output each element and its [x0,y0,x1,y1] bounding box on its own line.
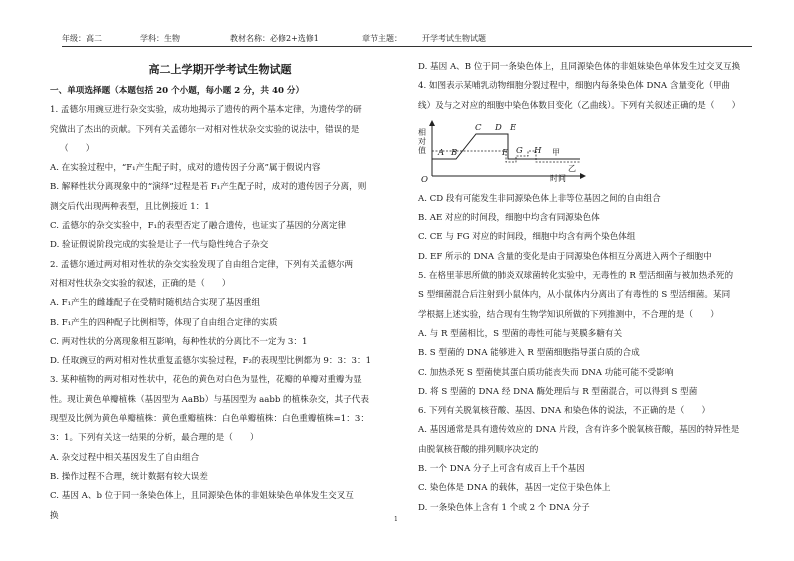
point-label: E [510,122,517,133]
option-line: D. 将 S 型菌的 DNA 经 DNA 酶处理后与 R 型菌混合，可以得到 S 型菌 [418,386,698,397]
text-line: 测交后代出现两种表型，且比例接近 1：1 [50,201,210,212]
page-header [62,30,752,47]
option-line: D. EF 所示的 DNA 含量的变化是由于同源染色体相互分离进入两个子细胞中 [418,251,712,262]
page-title: 高二上学期开学考试生物试题 [148,63,292,76]
header-chapter: 章节主题： [362,34,402,43]
option-line: B. AE 对应的时间段，细胞中均含有同源染色体 [418,213,600,224]
curve-jia-label: 甲 [552,147,560,157]
option-line: C. CE 与 FG 对应的时间段，细胞中均含有两个染色体组 [418,232,636,243]
option-line: C. 染色体是 DNA 的载体，基因一定位于染色体上 [418,483,611,494]
text-line: 现型及比例为黄色单瓣植株：黄色重瓣植株：白色单瓣植株：白色重瓣植株=1：3： [50,414,369,425]
option-line: A. 杂交过程中相关基因发生了自由组合 [50,452,200,463]
y-axis-arrow [429,120,435,126]
option-line: B. 一个 DNA 分子上可含有成百上千个基因 [418,464,585,475]
text-line: 性。现让黄色单瓣植株（基因型为 AaBb）与基因型为 aabb 的植株杂交，其子代表 [50,394,369,405]
dna-chromosome-diagram [418,118,770,188]
text-line: 对相对性状杂交实验的叙述，正确的是（ ） [50,278,231,289]
option-line: D. 基因 A、B 位于同一条染色体上，且同源染色体的非姐妹染色单体发生过交叉互换 [418,62,741,72]
option-line: D. 一条染色体上含有 1 个或 2 个 DNA 分子 [418,502,590,513]
answer-blank: （ ） [60,143,95,154]
option-line: A. 基因通常是具有遗传效应的 DNA 片段，含有许多个脱氧核苷酸，基因的特异性是 [418,425,740,436]
point-label: C [475,122,482,133]
left-column [50,58,390,526]
option-line: A. F₁产生的雌雄配子在受精时随机结合实现了基因重组 [50,298,261,309]
text-line: 2. 孟德尔通过两对相对性状的杂交实验发现了自由组合定律，下列有关孟德尔两 [50,259,354,270]
text-line: 换 [50,510,59,521]
text-line: 1. 孟德尔用豌豆进行杂交实验，成功地揭示了遗传的两个基本定律，为遗传学的研 [50,105,362,116]
point-label: F [502,147,508,158]
diagram-y-label: 相对值 [418,127,426,155]
x-axis-arrow [580,173,586,179]
point-label: D [495,122,502,133]
curve-yi-label: 乙 [568,163,576,173]
text-line: 究做出了杰出的贡献。下列有关孟德尔一对相对性状杂交实验的说法中，错误的是 [50,124,360,135]
option-line: C. 孟德尔的杂交实验中，F₁的表型否定了融合遗传，也证实了基因的分离定律 [50,221,347,232]
option-line: C. 两对性状的分离现象相互影响，每种性状的分离比不一定为 3：1 [50,336,308,347]
text-line: S 型细菌混合后注射到小鼠体内，从小鼠体内分离出了有毒性的 S 型活细菌。某同 [418,290,731,301]
text-line: 6. 下列有关脱氧核苷酸、基因、DNA 和染色体的说法，不正确的是（ ） [418,406,711,417]
option-line: A. CD 段有可能发生非同源染色体上非等位基因之间的自由组合 [418,193,661,204]
text-line: 由脱氧核苷酸的排列顺序决定的 [418,444,539,455]
option-line: B. 解释性状分离现象中的“演绎”过程是若 F₁产生配子时，成对的遗传因子分离，则 [50,182,367,193]
option-line: D. 任取豌豆的两对相对性状重复孟德尔实验过程，F₂的表现型比例都为 9：3：3：1 [50,356,372,367]
text-line: 5. 在格里菲思所做的肺炎双球菌转化实验中，无毒性的 R 型活细菌与被加热杀死的 [418,271,734,282]
option-line: B. S 型菌的 DNA 能够进入 R 型菌细胞指导蛋白质的合成 [418,348,640,359]
right-column [418,58,770,518]
text-line: 4. 如图表示某哺乳动物细胞分裂过程中，细胞内每条染色体 DNA 含量变化（甲曲 [418,81,731,92]
text-line: 3：1。下列有关这一结果的分析，最合理的是（ ） [50,433,259,444]
text-line: 线）及与之对应的细胞中染色体数目变化（乙曲线）。下列有关叙述正确的是（ ） [418,100,741,111]
point-label: B [451,147,458,158]
section-heading: 一、单项选择题（本题包括 20 个小题，每小题 2 分，共 40 分） [50,86,305,96]
diagram-x-label: 时间 [550,173,566,183]
option-line: B. 操作过程不合理，统计数据有较大误差 [50,471,208,482]
text-line: 3. 某种植物的两对相对性状中，花色的黄色对白色为显性，花瓣的单瓣对重瓣为显 [50,375,362,386]
option-line: A. 与 R 型菌相比，S 型菌的毒性可能与荚膜多糖有关 [418,328,623,339]
header-topic: 开学考试生物试题 [422,34,486,43]
point-label: A [438,147,445,158]
option-line: B. F₁产生的四种配子比例相等，体现了自由组合定律的实质 [50,317,278,328]
option-line: C. 基因 A、b 位于同一条染色体上，且同源染色体的非姐妹染色单体发生交叉互 [50,491,354,502]
option-line: C. 加热杀死 S 型菌使其蛋白质功能丧失而 DNA 功能可能不受影响 [418,367,674,378]
option-line: A. 在实验过程中，“F₁产生配子时，成对的遗传因子分离”属于假说内容 [50,163,321,174]
header-subject: 学科：生物 [140,34,180,43]
point-label: H [534,145,542,156]
text-line: 学根据上述实验，结合现有生物学知识所做的下列推测中，不合理的是（ ） [418,309,719,320]
header-textbook: 教材名称：必修2+选修1 [230,34,319,43]
page-number: 1 [394,516,398,523]
origin-label: O [421,174,428,185]
point-label: G [516,145,523,156]
header-grade: 年级：高二 [62,34,102,43]
option-line: D. 验证假说阶段完成的实验是让子一代与隐性纯合子杂交 [50,240,269,251]
